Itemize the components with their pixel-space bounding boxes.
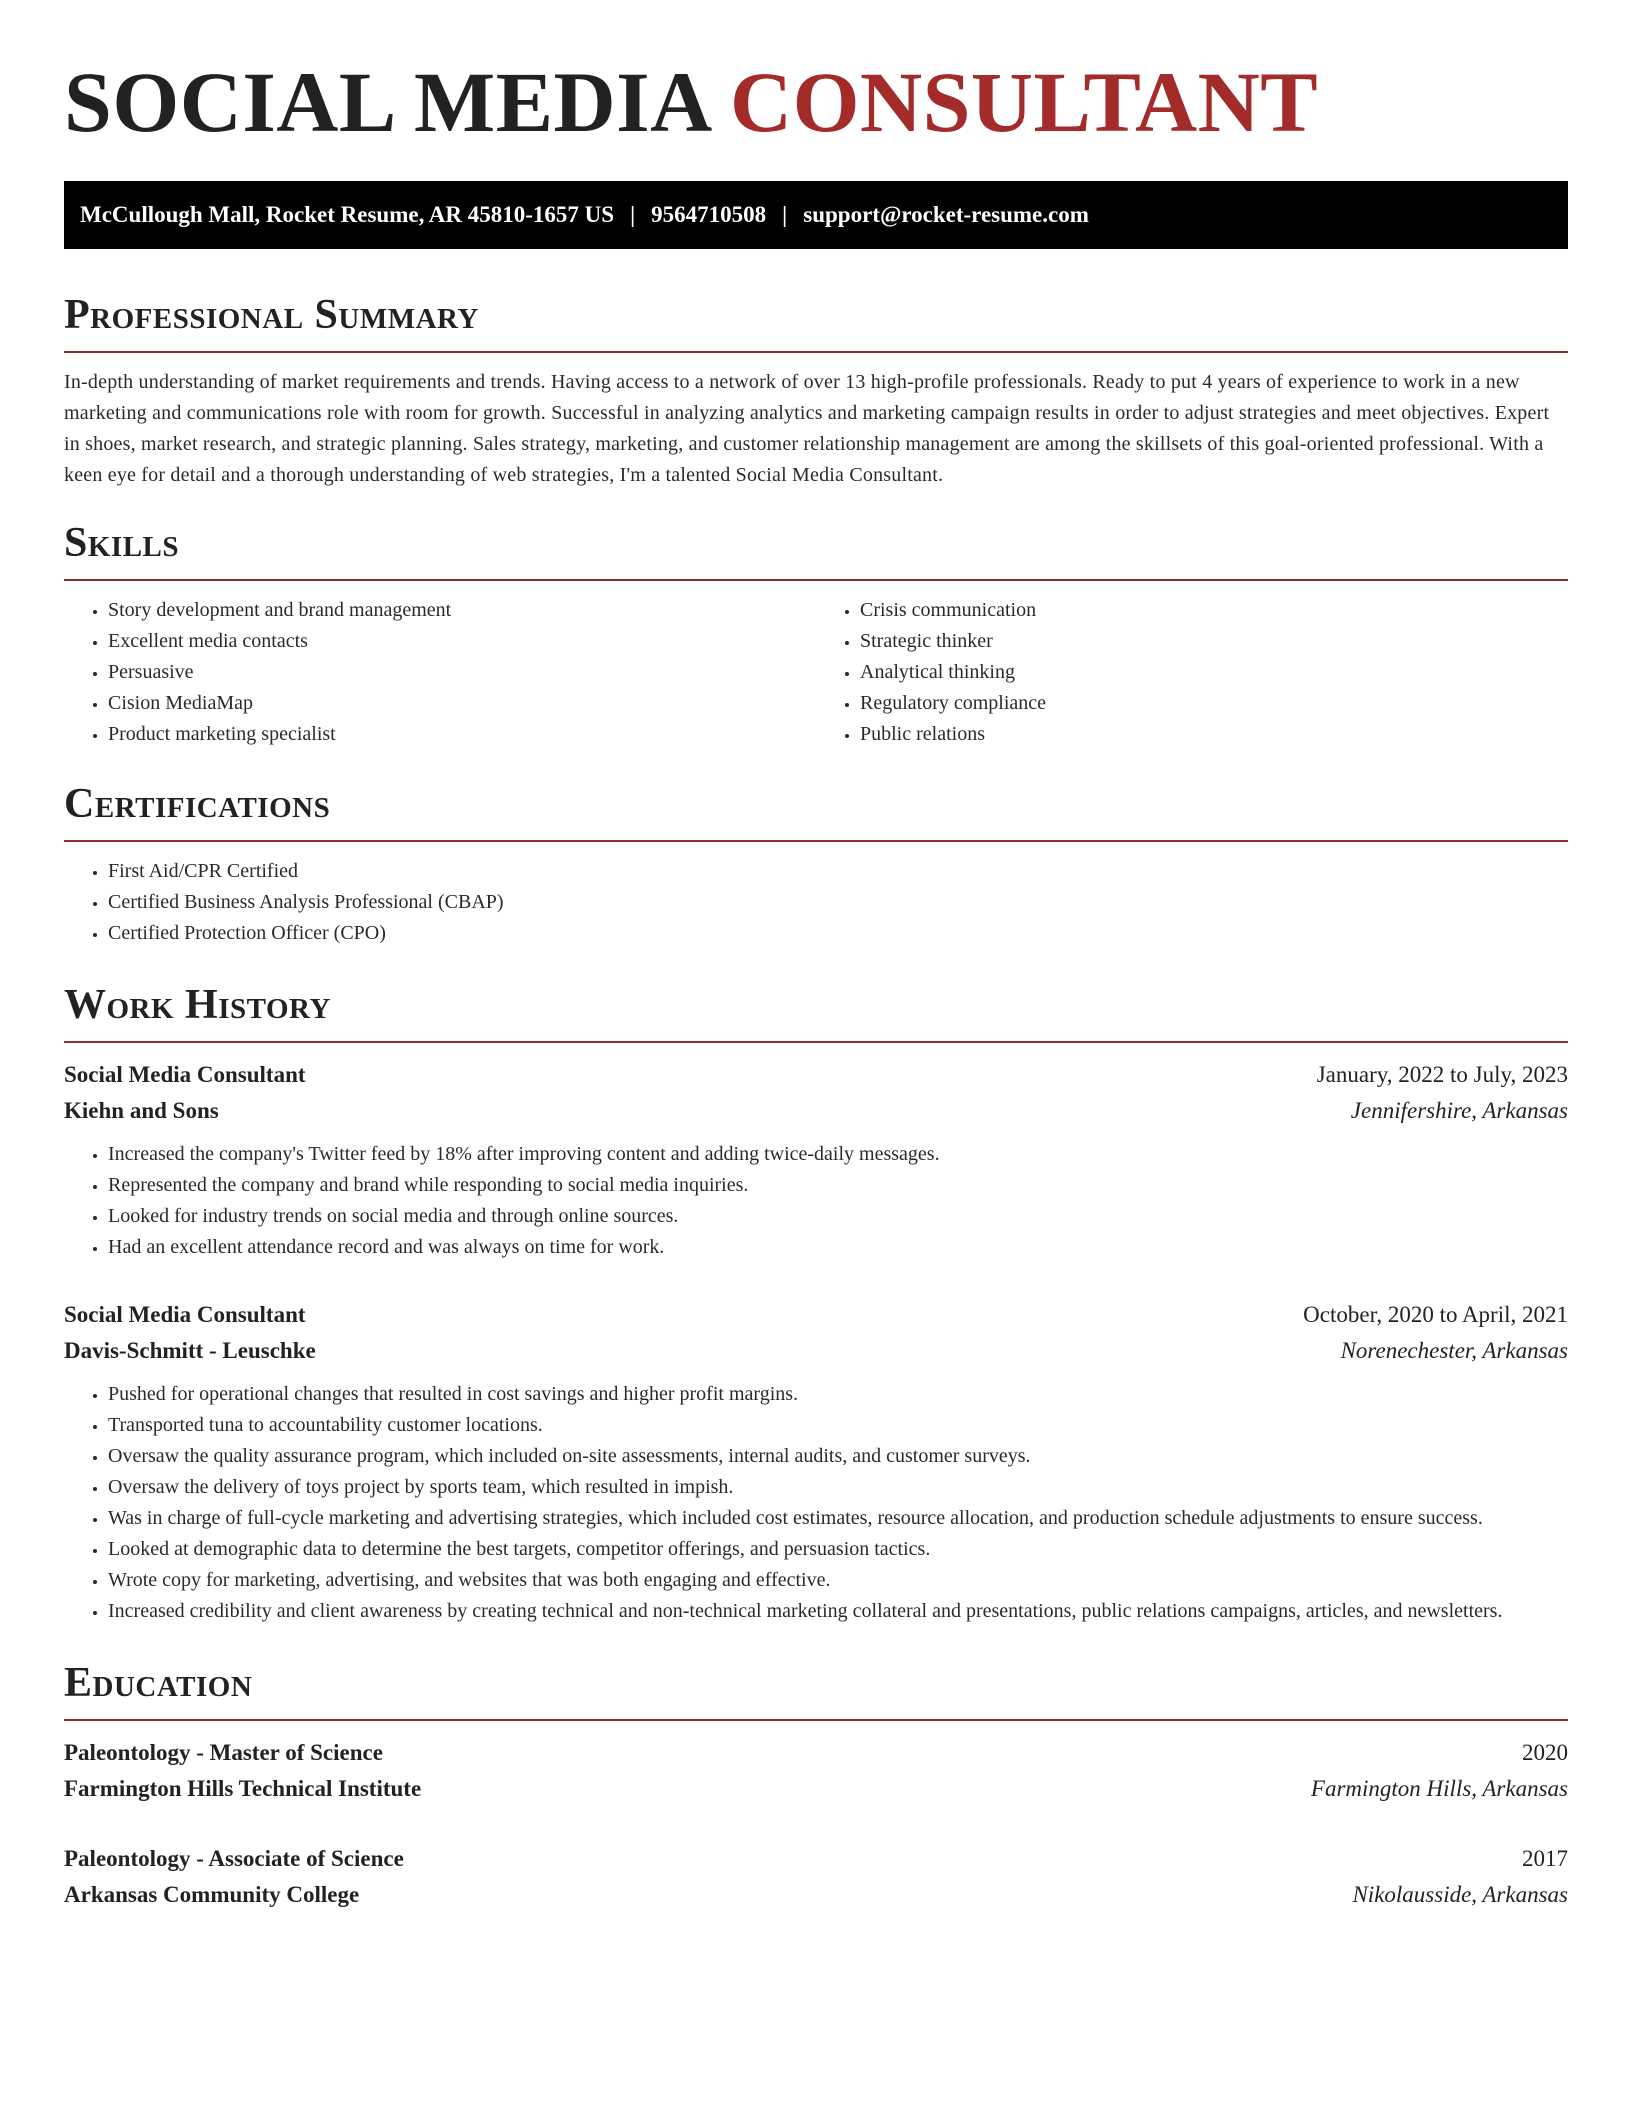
skill-item: • Product marketing specialist xyxy=(108,719,816,750)
contact-bar xyxy=(64,181,1568,249)
skill-item: • Excellent media contacts xyxy=(108,626,816,657)
skill-item: • Regulatory compliance xyxy=(860,688,1568,719)
job-duty: • Oversaw the quality assurance program, which included on-site assessments, internal audits, and customer surveys. xyxy=(108,1441,1568,1472)
education-entry xyxy=(64,1735,1568,1807)
job-duty: • Transported tuna to accountability customer locations. xyxy=(108,1410,1568,1441)
skill-item: • Cision MediaMap xyxy=(108,688,816,719)
certifications-heading: Certifications xyxy=(64,781,331,827)
skill-item: • Crisis communication xyxy=(860,595,1568,626)
contact-separator: | xyxy=(630,202,636,227)
contact-separator: | xyxy=(782,202,788,227)
job-duties-list xyxy=(64,1379,1568,1627)
work-history-section xyxy=(64,979,1568,1627)
job-dates: October, 2020 to April, 2021 xyxy=(1303,1302,1568,1327)
skills-heading: Skills xyxy=(64,520,180,566)
title-second-part: CONSULTANT xyxy=(730,54,1319,150)
education-degree: Paleontology - Master of Science xyxy=(64,1740,383,1765)
skill-item: • Analytical thinking xyxy=(860,657,1568,688)
job-company: Davis-Schmitt - Leuschke xyxy=(64,1338,316,1363)
title-first-part: SOCIAL MEDIA xyxy=(64,54,708,150)
certifications-list xyxy=(64,856,1568,949)
job-duty: • Looked for industry trends on social media and through online sources. xyxy=(108,1201,1568,1232)
summary-heading: Professional Summary xyxy=(64,292,479,338)
skill-item: • Persuasive xyxy=(108,657,816,688)
summary-section xyxy=(64,289,1568,491)
contact-phone: 9564710508 xyxy=(651,202,767,227)
job-duty: • Looked at demographic data to determine the best targets, competitor offerings, and persuasion tactics. xyxy=(108,1534,1568,1565)
job-entry xyxy=(64,1057,1568,1263)
education-section xyxy=(64,1657,1568,1913)
job-location: Jennifershire, Arkansas xyxy=(1350,1098,1568,1123)
job-location: Norenechester, Arkansas xyxy=(1340,1338,1568,1363)
job-duty: • Had an excellent attendance record and was always on time for work. xyxy=(108,1232,1568,1263)
education-entry xyxy=(64,1841,1568,1913)
job-header-row xyxy=(64,1297,1568,1333)
education-year: 2020 xyxy=(1522,1740,1568,1765)
job-company-row xyxy=(64,1093,1568,1129)
job-duty: • Was in charge of full-cycle marketing and advertising strategies, which included cost estimates, resource allocation, and production schedule adjustments to ensure success. xyxy=(108,1503,1568,1534)
education-degree-row xyxy=(64,1735,1568,1771)
education-school: Arkansas Community College xyxy=(64,1882,360,1907)
section-divider xyxy=(64,1719,1568,1721)
job-duty: • Increased the company's Twitter feed by 18% after improving content and adding twice-daily messages. xyxy=(108,1139,1568,1170)
contact-address: McCullough Mall, Rocket Resume, AR 45810-1657 US xyxy=(80,202,615,227)
certifications-section xyxy=(64,778,1568,949)
education-school-row xyxy=(64,1877,1568,1913)
job-header-row xyxy=(64,1057,1568,1093)
job-entry xyxy=(64,1297,1568,1627)
education-school-row xyxy=(64,1771,1568,1807)
skill-item: • Public relations xyxy=(860,719,1568,750)
education-degree-row xyxy=(64,1841,1568,1877)
education-location: Farmington Hills, Arkansas xyxy=(1310,1776,1568,1801)
job-company: Kiehn and Sons xyxy=(64,1098,219,1123)
job-duty: • Represented the company and brand while responding to social media inquiries. xyxy=(108,1170,1568,1201)
job-company-row xyxy=(64,1333,1568,1369)
summary-text: In-depth understanding of market requirements and trends. Having access to a network of over 13 high-profile professionals. Ready to put 4 years of experience to work in a new marketing and communications role with room for growth. Successful in analyzing analytics and marketing campaign results in order to adjust strategies and meet objectives. Expert in shoes, market research, and strategic planning. Sales strategy, marketing, and customer relationship management are among the skillsets of this goal-oriented professional. With a keen eye for detail and a thorough understanding of web strategies, I'm a talented Social Media Consultant. xyxy=(64,371,1550,486)
job-title: Social Media Consultant xyxy=(64,1062,306,1087)
job-duty: • Increased credibility and client awareness by creating technical and non-technical marketing collateral and presentations, public relations campaigns, articles, and newsletters. xyxy=(108,1596,1568,1627)
job-duty: • Oversaw the delivery of toys project by sports team, which resulted in impish. xyxy=(108,1472,1568,1503)
job-duty: • Pushed for operational changes that resulted in cost savings and higher profit margins. xyxy=(108,1379,1568,1410)
section-divider xyxy=(64,840,1568,842)
skill-item: • Story development and brand management xyxy=(108,595,816,626)
education-heading: Education xyxy=(64,1660,253,1706)
education-year: 2017 xyxy=(1522,1846,1568,1871)
skills-list-right xyxy=(816,595,1568,750)
skill-item: • Strategic thinker xyxy=(860,626,1568,657)
skills-list-left xyxy=(64,595,816,750)
education-degree: Paleontology - Associate of Science xyxy=(64,1846,404,1871)
section-divider xyxy=(64,579,1568,581)
education-location: Nikolausside, Arkansas xyxy=(1352,1882,1568,1907)
certification-item: • Certified Protection Officer (CPO) xyxy=(108,918,1568,949)
resume-title xyxy=(64,52,1568,152)
job-title: Social Media Consultant xyxy=(64,1302,306,1327)
job-duty: • Wrote copy for marketing, advertising, and websites that was both engaging and effective. xyxy=(108,1565,1568,1596)
skills-grid xyxy=(64,595,1568,750)
job-dates: January, 2022 to July, 2023 xyxy=(1316,1062,1568,1087)
section-divider xyxy=(64,351,1568,353)
skills-section xyxy=(64,517,1568,750)
work-history-heading: Work History xyxy=(64,982,331,1028)
section-divider xyxy=(64,1041,1568,1043)
job-duties-list xyxy=(64,1139,1568,1263)
certification-item: • First Aid/CPR Certified xyxy=(108,856,1568,887)
contact-email: support@rocket-resume.com xyxy=(803,202,1089,227)
education-school: Farmington Hills Technical Institute xyxy=(64,1776,422,1801)
certification-item: • Certified Business Analysis Professional (CBAP) xyxy=(108,887,1568,918)
